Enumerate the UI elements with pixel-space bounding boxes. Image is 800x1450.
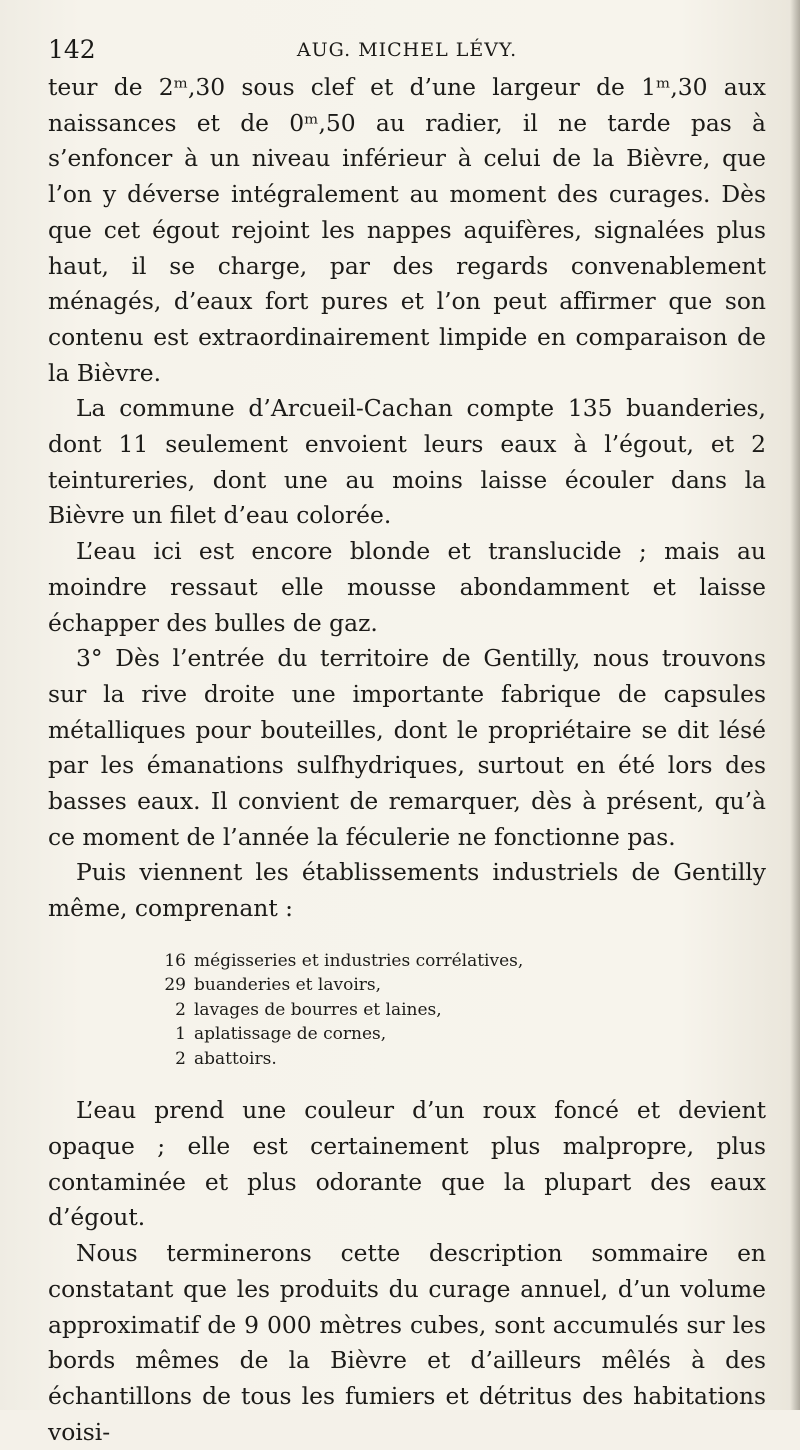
paragraph: Nous terminerons cette description sommaire en constatant que les produits du curage annuel, d’un volume approximatif de 9 000 mètres cubes, sont accumulés sur les bords mêmes de la Bièvre et d’ailleurs mêlés à des échantillons de tous les fumiers et détritus des habitations voisi- [48, 1239, 766, 1446]
paragraph: L’eau prend une couleur d’un roux foncé et devient opaque ; elle est certainement plus malpropre, plus contaminée et plus odorante que la plupart des eaux d’égout. [48, 1096, 766, 1232]
list-item-count: 2 [175, 1048, 186, 1069]
list-item-label: mégisseries et industries corrélatives, [194, 950, 524, 971]
list-item-label: aplatissage de cornes, [194, 1024, 387, 1045]
list-item-label: lavages de bourres et laines, [194, 999, 442, 1020]
page-number: 142 [48, 35, 96, 64]
list-item [158, 973, 766, 998]
establishments-list [158, 949, 766, 1072]
list-item-count: 2 [175, 999, 186, 1020]
paragraph: L’eau ici est encore blonde et translucide ; mais au moindre ressaut elle mousse abondamment et laisse échapper des bulles de gaz. [48, 537, 766, 637]
list-item-count: 16 [164, 950, 186, 971]
body-text [48, 70, 766, 1450]
list-item [158, 1047, 766, 1072]
list-item [158, 1022, 766, 1047]
paragraph: 3° Dès l’entrée du territoire de Gentilly, nous trouvons sur la rive droite une importante fabrique de capsules métalliques pour bouteilles, dont le propriétaire se dit lésé par les émanations sulfhydriques, surtout en été lors des basses eaux. Il convient de remarquer, dès à présent, qu’à ce moment de l’année la féculerie ne fonctionne pas. [48, 644, 766, 851]
list-item-count: 29 [164, 975, 186, 996]
list-item-count: 1 [175, 1024, 186, 1045]
paragraph: Puis viennent les établissements industriels de Gentilly même, comprenant : [48, 858, 766, 923]
paragraph-continued: teur de 2ᵐ,30 sous clef et d’une largeur de 1ᵐ,30 aux naissances et de 0ᵐ,50 au radier, il ne tarde pas à s’enfoncer à un niveau inférieur à celui de la Bièvre, que l’on y déverse intégralement au moment des curages. Dès que cet égout rejoint les nappes aquifères, signalées plus haut, il se charge, par des regards convenablement ménagés, d’eaux fort pures et l’on peut affirmer que son contenu est extraordinairement limpide en comparaison de la Bièvre. [48, 73, 766, 387]
list-item [158, 949, 766, 974]
paragraph: La commune d’Arcueil-Cachan compte 135 buanderies, dont 11 seulement envoient leurs eaux à l’égout, et 2 teintureries, dont une au moins laisse écouler dans la Bièvre un filet d’eau colorée. [48, 394, 766, 530]
page-header [48, 30, 766, 70]
list-item-label: buanderies et lavoirs, [194, 975, 382, 996]
running-head: AUG. MICHEL LÉVY. [296, 39, 518, 61]
list-item [158, 998, 766, 1023]
page-spine-shadow [790, 0, 800, 1410]
list-item-label: abattoirs. [194, 1048, 277, 1069]
